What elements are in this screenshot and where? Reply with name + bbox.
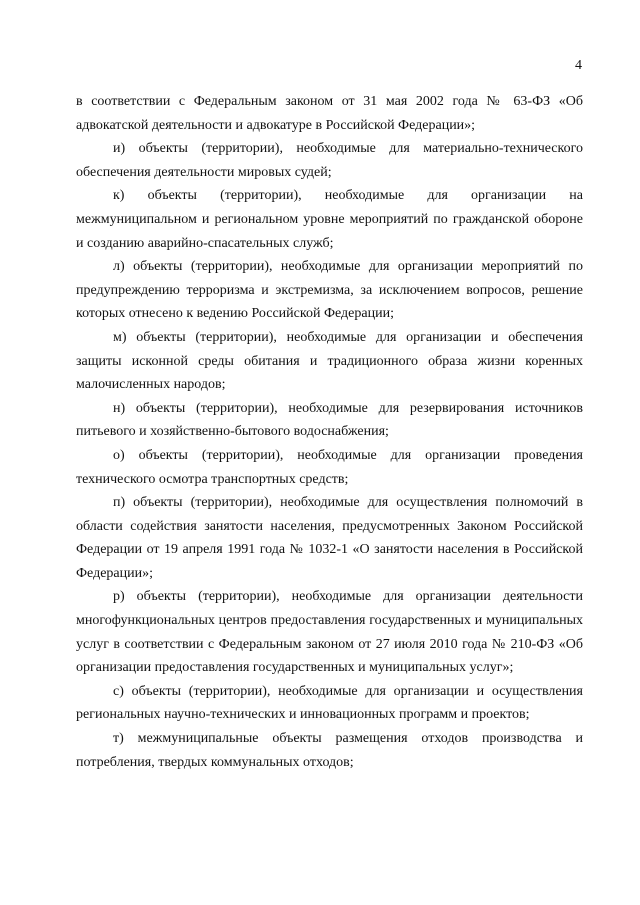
paragraph-item-i: и) объекты (территории), необходимые для материально-технического обеспечения деятельности мировых судей; — [76, 141, 583, 180]
paragraph-item-s: с) объекты (территории), необходимые для организации и осуществления региональных научно-технических и инновационных программ и проектов; — [76, 683, 583, 723]
paragraph-item-m: м) объекты (территории), необходимые для организации и обеспечения защиты исконной среды обитания и традиционного образа жизни коренных малочисленных народов; — [76, 329, 583, 393]
paragraph-item-o: о) объекты (территории), необходимые для организации проведения технического осмотра транспортных средств; — [76, 447, 583, 487]
document-body — [76, 90, 583, 774]
paragraph-item-t: т) межмуниципальные объекты размещения отходов производства и потребления, твердых коммунальных отходов; — [76, 731, 583, 770]
paragraph-item-r: р) объекты (территории), необходимые для организации деятельности многофункциональных центров предоставления государственных и муниципальных услуг в соответствии с Федеральным законом от 27 июля 2010 года № 210-ФЗ «Об организации предоставления государственных и муниципальных услуг»; — [76, 589, 583, 676]
paragraph-item-l: л) объекты (территории), необходимые для организации мероприятий по предупреждению терроризма и экстремизма, за исключением вопросов, решение которых отнесено к ведению Российской Федерации; — [76, 259, 583, 322]
page-number: 4 — [575, 58, 582, 73]
paragraph-item-k: к) объекты (территории), необходимые для организации на межмуниципальном и региональном уровне мероприятий по гражданской обороне и созданию аварийно-спасательных служб; — [76, 188, 583, 251]
paragraph-item-n: н) объекты (территории), необходимые для резервирования источников питьевого и хозяйственно-бытового водоснабжения; — [76, 400, 583, 440]
paragraph-item-p: п) объекты (территории), необходимые для осуществления полномочий в области содействия занятости населения, предусмотренных Законом Российской Федерации от 19 апреля 1991 года № 1032-1 «О занятости населения в Российской Федерации»; — [76, 495, 583, 581]
paragraph-continuation: в соответствии с Федеральным законом от 31 мая 2002 года № 63-ФЗ «Об адвокатской деятельности и адвокатуре в Российской Федерации»; — [76, 94, 583, 133]
